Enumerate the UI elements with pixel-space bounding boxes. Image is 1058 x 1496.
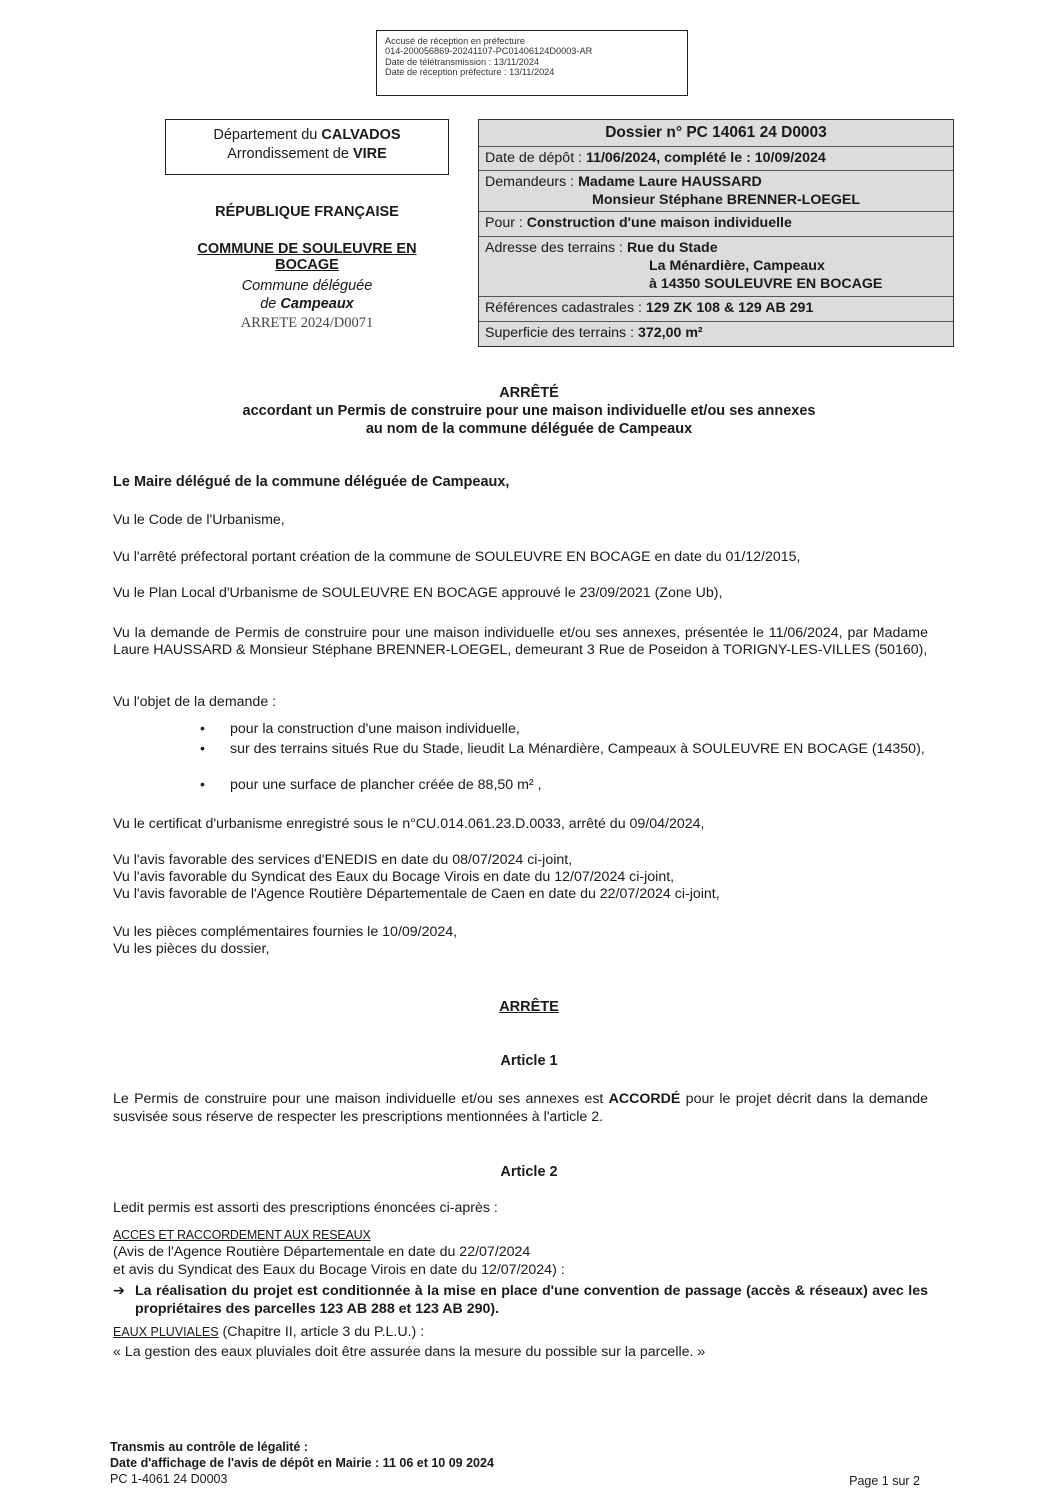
eaux-pluviales-quote: « La gestion des eaux pluviales doit être assurée dans la mesure du possible sur la parcelle. » — [113, 1344, 706, 1360]
department-box — [165, 119, 449, 175]
footer-transmis: Transmis au contrôle de légalité : — [110, 1440, 308, 1454]
arrondissement-line: Arrondissement de VIRE — [227, 146, 387, 162]
vu-line: Vu les pièces du dossier, — [113, 941, 270, 957]
footer-reference: PC 1-4061 24 D0003 — [110, 1472, 228, 1486]
page-number: Page 1 sur 2 — [849, 1474, 920, 1488]
article-1-text: Le Permis de construire pour une maison individuelle et/ou ses annexes est ACCORDÉ pour le projet décrit dans la demande susvisée sous réserve de respecter les prescriptions mentionnées à l'article 2. — [113, 1091, 928, 1125]
eaux-pluviales-line: EAUX PLUVIALES (Chapitre II, article 3 du P.L.U.) : — [113, 1324, 425, 1340]
vu-line: Vu l'avis favorable de l'Agence Routière Départementale de Caen en date du 22/07/2024 ci-joint, — [113, 886, 720, 902]
vu-line: Vu le Plan Local d'Urbanisme de SOULEUVRE EN BOCAGE approuvé le 23/09/2021 (Zone Ub), — [113, 585, 723, 601]
acces-line: et avis du Syndicat des Eaux du Bocage Virois en date du 12/07/2024) : — [113, 1262, 565, 1278]
vu-line: Vu l'arrêté préfectoral portant création de la commune de SOULEUVRE EN BOCAGE en date du 01/12/2015, — [113, 549, 801, 565]
vu-line: Vu l'objet de la demande : — [113, 694, 277, 710]
arrete-heading: ARRÊTE — [499, 999, 559, 1015]
dossier-superficie: Superficie des terrains : 372,00 m² — [485, 325, 703, 341]
vu-line: Vu la demande de Permis de construire pour une maison individuelle et/ou ses annexes, présentée le 11/06/2024, par Madame Laure HAUSSARD & Monsieur Stéphane BRENNER-LOEGEL, demeurant 3 Rue de Poseidon à TORIGNY-LES-VILLES (50160), — [113, 625, 928, 658]
vu-line: Vu l'avis favorable du Syndicat des Eaux du Bocage Virois en date du 12/07/2024 ci-joint, — [113, 869, 675, 885]
stamp-line: 014-200056869-20241107-PC01406124D0003-AR — [385, 46, 593, 57]
acces-prescription: ➔ La réalisation du projet est conditionnée à la mise en place d'une convention de passage (accès & réseaux) avec les propriétaires des parcelles 123 AB 288 et 123 AB 290). — [113, 1283, 928, 1317]
stamp-line: Date de réception préfecture : 13/11/2024 — [385, 67, 555, 78]
dossier-depot: Date de dépôt : 11/06/2024, complété le : 10/09/2024 — [479, 147, 953, 171]
dossier-pour: Pour : Construction d'une maison individuelle — [479, 212, 953, 237]
footer-affichage: Date d'affichage de l'avis de dépôt en Mairie : 11 06 et 10 09 2024 — [110, 1456, 494, 1470]
department-line: Département du CALVADOS — [213, 127, 401, 143]
stamp-line: Accusé de réception en préfecture — [385, 36, 525, 46]
document-title: ARRÊTÉ accordant un Permis de construire pour une maison individuelle et/ou ses annexes au nom de la commune déléguée de Campeaux — [242, 385, 816, 437]
list-item: • pour la construction d'une maison individuelle, — [200, 721, 520, 737]
vu-line: Vu les pièces complémentaires fournies le 10/09/2024, — [113, 924, 458, 940]
stamp-line: Date de télétransmission : 13/11/2024 — [385, 56, 540, 67]
commune-heading: COMMUNE DE SOULEUVRE EN BOCAGE — [197, 241, 417, 273]
dossier-demandeurs: Demandeurs : Madame Laure HAUSSARD Monsieur Stéphane BRENNER-LOEGEL — [479, 171, 953, 212]
dossier-title: Dossier n° PC 14061 24 D0003 — [479, 120, 953, 147]
arrow-icon: ➔ — [113, 1283, 125, 1299]
article-1-title: Article 1 — [500, 1053, 558, 1069]
dossier-cadastre: Références cadastrales : 129 ZK 108 & 129 AB 291 — [479, 297, 953, 322]
vu-line: Vu le Code de l'Urbanisme, — [113, 512, 285, 528]
arrete-number: ARRETE 2024/D0071 — [240, 315, 374, 331]
dossier-adresse: Adresse des terrains : Rue du Stade La Ménardière, Campeaux à 14350 SOULEUVRE EN BOCAGE — [479, 237, 953, 297]
commune-deleguee-line2: de Campeaux — [260, 296, 354, 312]
article-2-title: Article 2 — [500, 1164, 558, 1180]
maire-line: Le Maire délégué de la commune déléguée de Campeaux, — [113, 474, 510, 490]
acces-heading: ACCES ET RACCORDEMENT AUX RESEAUX — [113, 1228, 371, 1242]
list-item: • sur des terrains situés Rue du Stade, lieudit La Ménardière, Campeaux à SOULEUVRE EN BOCAGE (14350), — [200, 741, 925, 757]
acces-line: (Avis de l'Agence Routière Départementale en date du 22/07/2024 — [113, 1244, 531, 1260]
republique-heading: RÉPUBLIQUE FRANÇAISE — [215, 204, 399, 220]
vu-line: Vu le certificat d'urbanisme enregistré sous le n°CU.014.061.23.D.0033, arrêté du 09/04/2024, — [113, 816, 705, 832]
vu-line: Vu l'avis favorable des services d'ENEDIS en date du 08/07/2024 ci-joint, — [113, 852, 573, 868]
article-2-intro: Ledit permis est assorti des prescriptions énoncées ci-après : — [113, 1200, 498, 1216]
list-item: • pour une surface de plancher créée de 88,50 m² , — [200, 777, 542, 793]
reception-stamp — [376, 30, 688, 96]
commune-deleguee-line1: Commune déléguée — [241, 278, 373, 294]
dossier-info-box — [478, 119, 954, 347]
